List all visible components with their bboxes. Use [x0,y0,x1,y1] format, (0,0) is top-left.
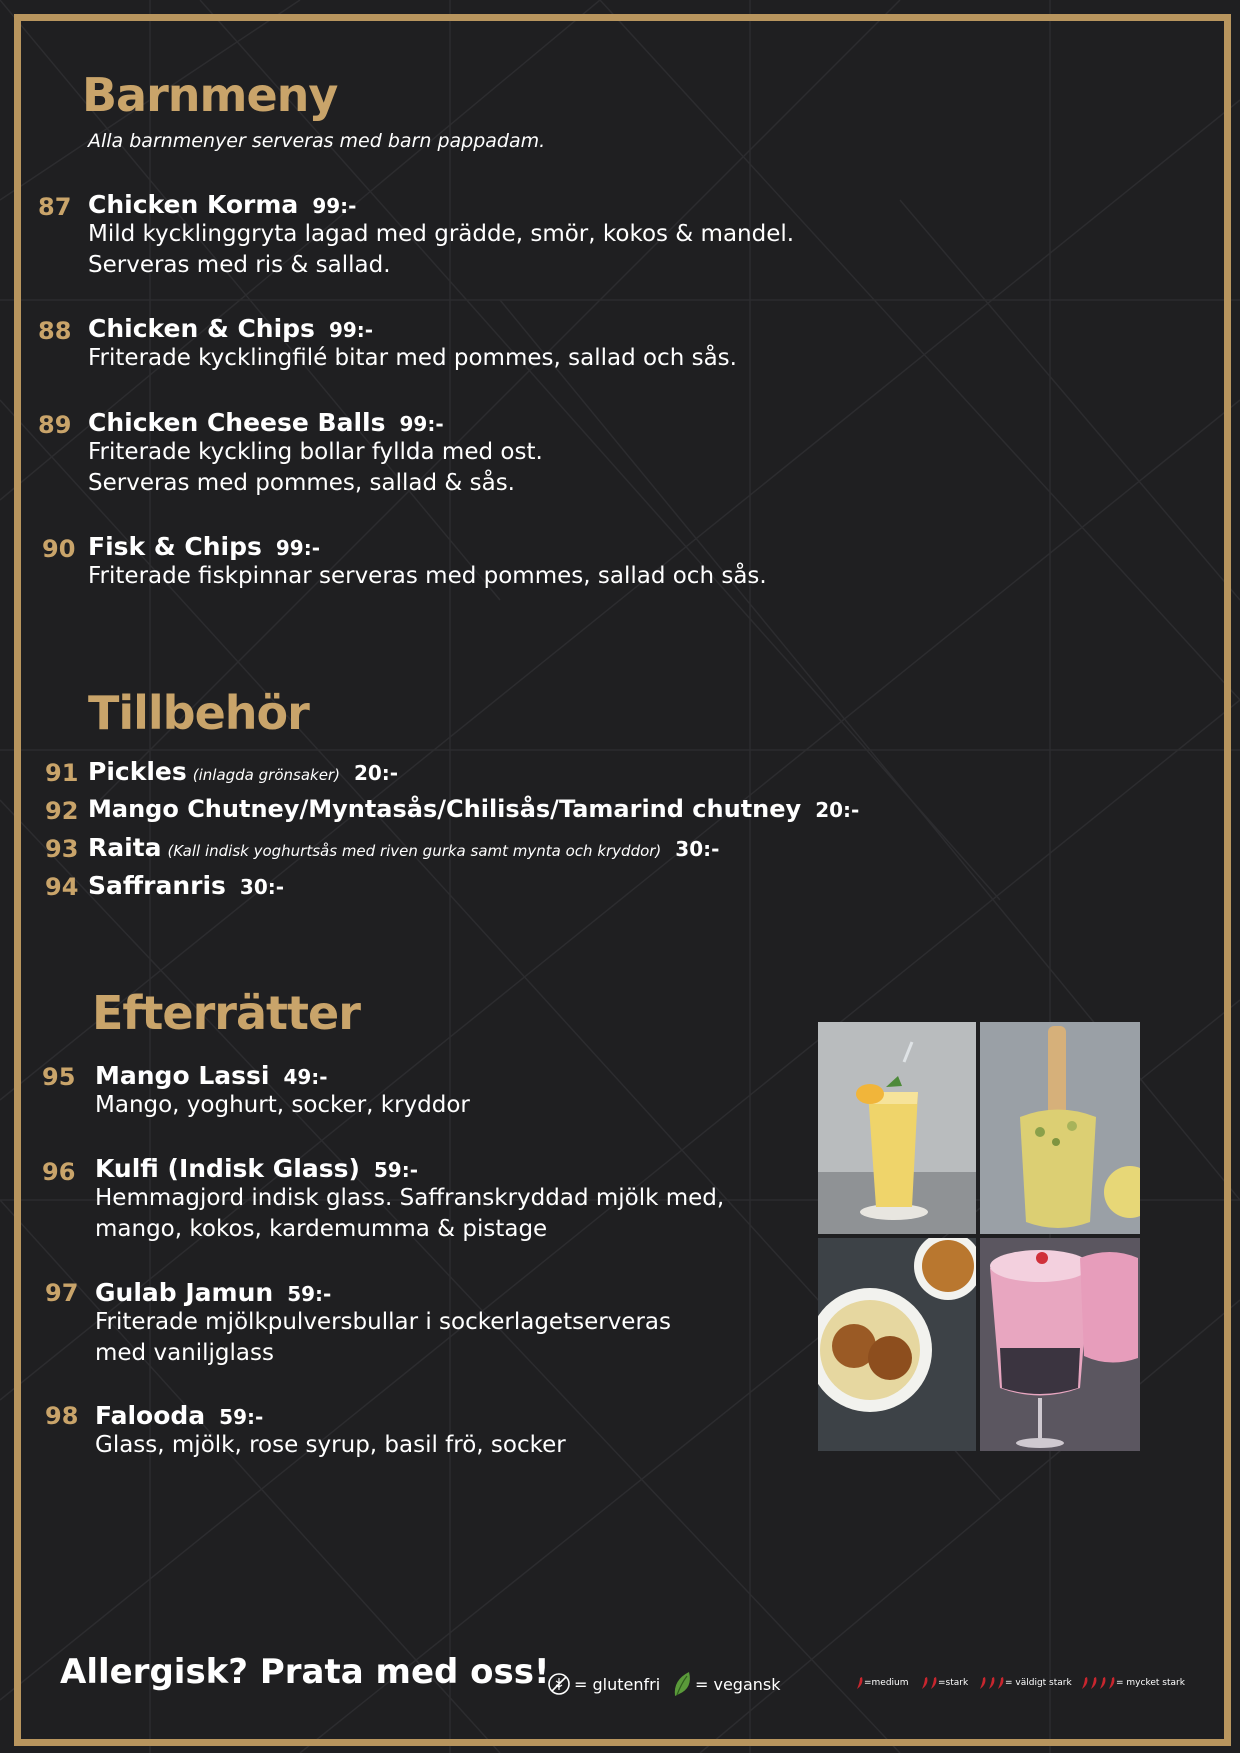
item-number: 90 [42,535,76,563]
item-number: 92 [45,797,79,825]
chili-icon [978,1676,987,1690]
item-name: Chicken & Chips [88,314,315,343]
item-price: 99:- [399,412,444,436]
item-description: Serveras med pommes, sallad & sås. [88,470,515,496]
legend-vegan-label: = vegansk [695,1674,781,1694]
item-name: Chicken Cheese Balls [88,408,386,437]
item-description: Friterade kyckling bollar fyllda med ost. [88,439,543,465]
menu-item-gulab-jamun [95,1278,671,1369]
item-number: 95 [42,1063,76,1091]
item-price: 59:- [373,1158,419,1182]
item-description: Mango, yoghurt, socker, kryddor [95,1092,470,1118]
item-description: med vaniljglass [95,1340,274,1366]
item-number: 89 [38,411,72,439]
allergy-notice: Allergisk? Prata med oss! [60,1652,550,1692]
legend-spice-medium [855,1676,909,1690]
menu-item-falooda [95,1401,566,1461]
menu-item-raita [88,833,719,862]
menu-item-mango-lassi [95,1061,470,1121]
legend-glutenfree-label: = glutenfri [574,1674,661,1694]
menu-item-chicken-cheese-balls [88,408,543,499]
legend-spice-strong-label: =stark [938,1678,969,1688]
menu-item-saffranris [88,871,284,900]
menu-item-chutney [88,795,859,823]
item-name: Kulfi (Indisk Glass) [95,1154,360,1183]
gulab-jamun-photo [818,1238,976,1451]
item-description: Glass, mjölk, rose syrup, basil frö, socker [95,1432,566,1458]
section-title-efterratter: Efterrätter [92,986,360,1040]
chili-icon [996,1676,1005,1690]
chili-icon [1080,1676,1089,1690]
legend-glutenfree [547,1672,660,1696]
legend-spice-medium-label: =medium [864,1678,909,1688]
section-subtitle-barnmeny: Alla barnmenyer serveras med barn pappadam. [88,130,546,152]
chili-icon [1107,1676,1116,1690]
legend-spice-extreme-label: = mycket stark [1116,1678,1185,1688]
dessert-photo-collage [818,1022,1140,1451]
leaf-icon [671,1670,693,1698]
item-description: Friterade fiskpinnar serveras med pommes, sallad och sås. [88,563,767,589]
item-note: (inlagda grönsaker) [192,766,340,784]
item-price: 20:- [353,761,399,785]
item-price: 49:- [283,1065,328,1089]
menu-item-chicken-korma [88,190,794,281]
menu-item-pickles [88,757,398,786]
item-price: 99:- [312,194,357,218]
menu-item-fisk-chips [88,532,767,592]
menu-item-kulfi [95,1154,724,1245]
item-description: Mild kycklinggryta lagad med grädde, smör, kokos & mandel. [88,221,795,247]
item-number: 94 [45,873,79,901]
item-number: 87 [38,193,72,221]
item-name: Raita [88,833,162,862]
chili-icon [987,1676,996,1690]
item-price: 99:- [328,318,374,342]
item-name: Gulab Jamun [95,1278,274,1307]
chili-icon [1098,1676,1107,1690]
item-price: 30:- [239,875,285,899]
item-name: Falooda [95,1401,206,1430]
item-name: Chicken Korma [88,190,299,219]
item-description: mango, kokos, kardemumma & pistage [95,1216,548,1242]
item-number: 91 [45,759,79,787]
chili-icon [920,1676,929,1690]
item-price: 59:- [287,1282,332,1306]
item-price: 59:- [219,1405,264,1429]
item-name: Fisk & Chips [88,532,262,561]
mango-lassi-photo [818,1022,976,1234]
chili-icon [855,1676,864,1690]
item-note: (Kall indisk yoghurtsås med riven gurka samt mynta och kryddor) [167,842,662,860]
kulfi-photo [980,1022,1140,1234]
falooda-photo [980,1238,1140,1451]
item-name: Mango Lassi [95,1061,270,1090]
menu-item-chicken-chips [88,314,737,374]
section-title-tillbehor: Tillbehör [88,686,309,740]
item-name: Mango Chutney/Myntasås/Chilisås/Tamarind chutney [88,795,802,823]
legend-spice-very-strong-label: = väldigt stark [1005,1678,1072,1688]
item-price: 30:- [675,837,720,861]
item-number: 93 [45,835,79,863]
gluten-free-icon [547,1672,571,1696]
item-description: Hemmagjord indisk glass. Saffranskryddad mjölk med, [95,1185,725,1211]
item-description: Serveras med ris & sallad. [88,252,391,278]
item-number: 88 [38,317,72,345]
section-title-barnmeny: Barnmeny [82,68,338,122]
legend-spice-strong [920,1676,968,1690]
item-number: 98 [45,1402,79,1430]
item-price: 99:- [275,536,320,560]
item-price: 20:- [815,798,860,822]
legend-spice-extreme [1080,1676,1185,1690]
item-name: Pickles [88,757,187,786]
chili-icon [929,1676,938,1690]
chili-icon [1089,1676,1098,1690]
item-description: Friterade mjölkpulversbullar i sockerlagetserveras [95,1309,671,1335]
item-description: Friterade kycklingfilé bitar med pommes, sallad och sås. [88,345,737,371]
legend-spice-very-strong [978,1676,1072,1690]
item-number: 97 [45,1279,79,1307]
item-number: 96 [42,1158,76,1186]
legend-vegan [671,1670,781,1698]
item-name: Saffranris [88,871,226,900]
